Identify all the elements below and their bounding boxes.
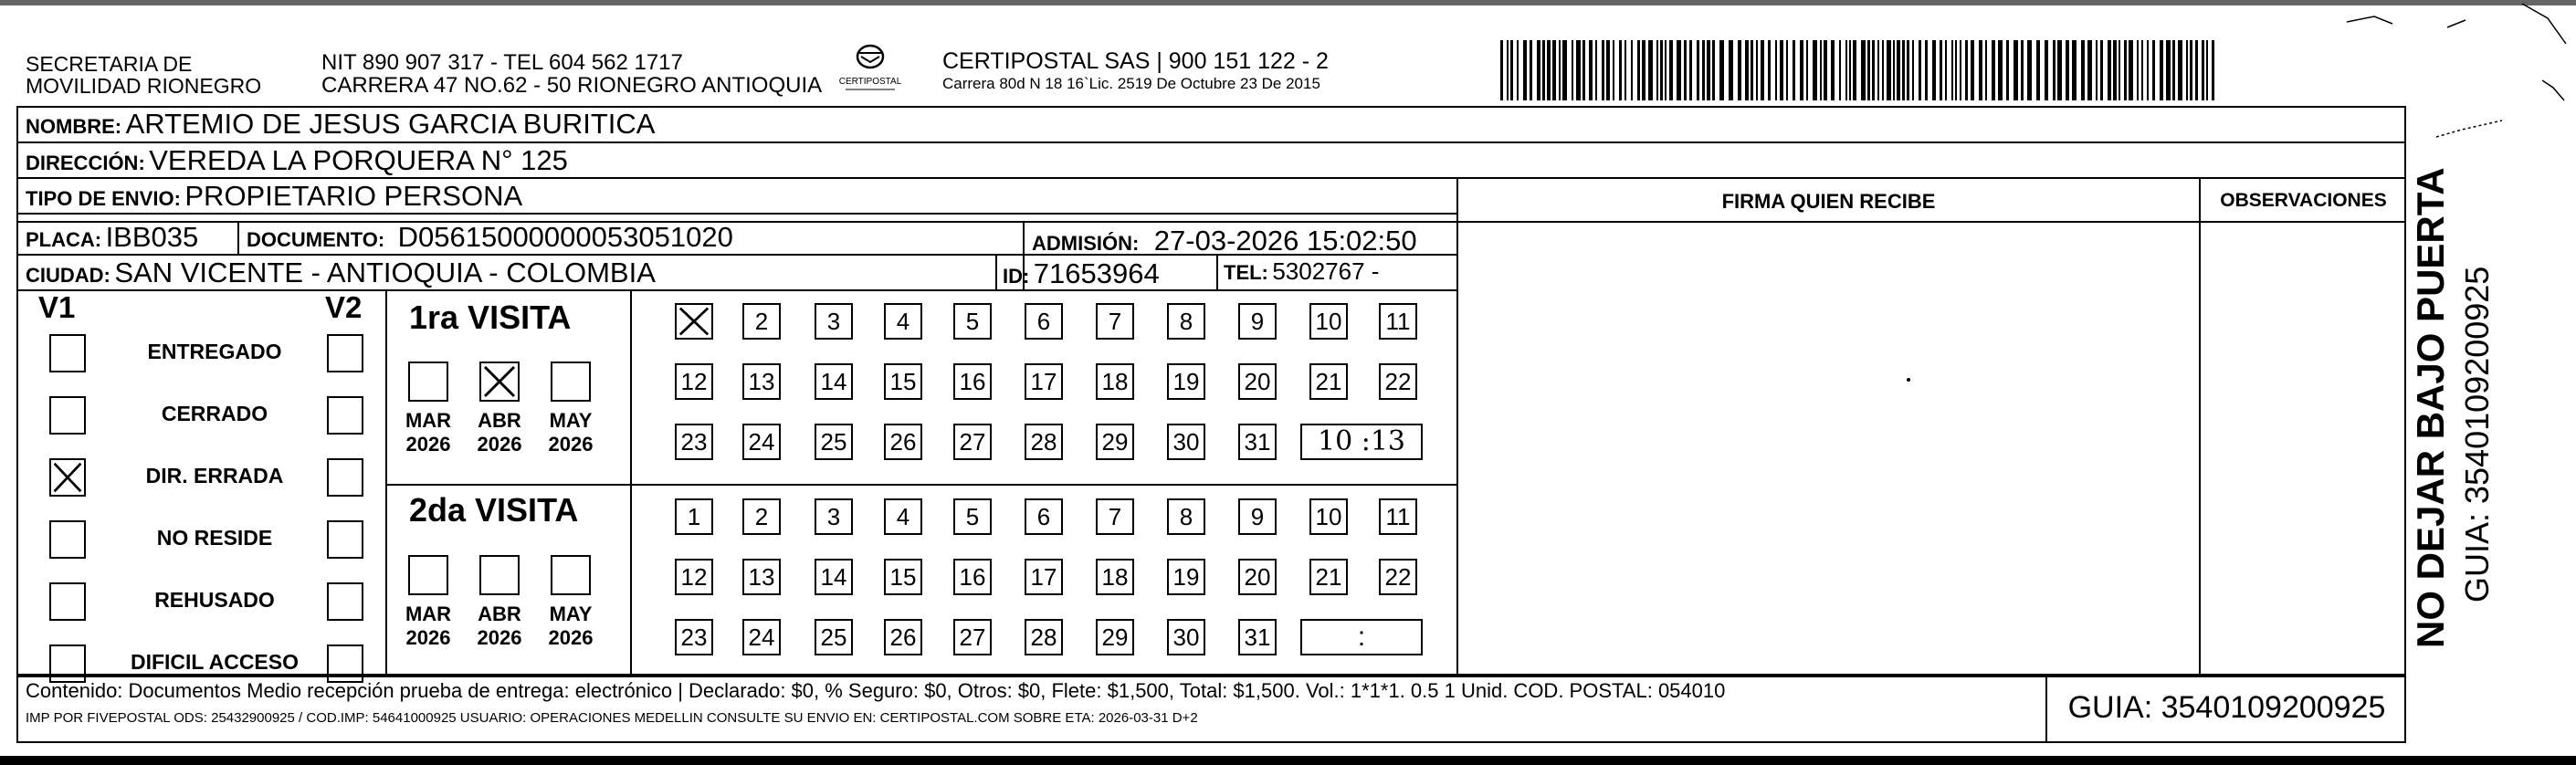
visit2-day-box[interactable]: 9 — [1238, 498, 1277, 535]
visit2-day-box[interactable]: 25 — [815, 619, 853, 655]
visit2-day-box[interactable]: 3 — [815, 498, 853, 535]
barcode-bar — [2160, 40, 2163, 100]
barcode-bar — [2021, 40, 2024, 100]
barcode-bar — [2206, 40, 2208, 100]
logo-text: CERTIPOSTAL — [838, 77, 902, 87]
barcode-bar — [1965, 40, 1968, 100]
barcode-bar — [1707, 40, 1710, 100]
barcode-bar — [2212, 40, 2214, 100]
barcode-bar — [1677, 40, 1681, 100]
visit1-day-box[interactable]: 4 — [884, 303, 922, 340]
visit1-day-box[interactable]: 30 — [1167, 424, 1205, 460]
barcode-bar — [1702, 40, 1705, 100]
barcode-bar — [1992, 40, 1995, 100]
id-cell — [1003, 257, 1160, 290]
barcode-bar — [1697, 40, 1699, 100]
barcode-bar — [1669, 40, 1673, 100]
status-label: REHUSADO — [154, 588, 275, 612]
barcode-bar — [1806, 40, 1808, 100]
carrier-line2: Carrera 80d N 18 16`Lic. 2519 De Octubre 23 De 2015 — [942, 75, 1320, 92]
barcode-bar — [1945, 40, 1947, 100]
barcode-bar — [2172, 40, 2175, 100]
barcode-bar — [1775, 40, 1777, 100]
visit1-day-box[interactable]: 22 — [1379, 363, 1417, 400]
visit1-day-box[interactable]: 14 — [815, 363, 853, 400]
barcode-bar — [2190, 40, 2192, 100]
v1-checkbox[interactable] — [49, 334, 86, 372]
barcode-bar — [2141, 40, 2143, 100]
barcode-bar — [1562, 40, 1567, 100]
barcode-bar — [2166, 40, 2171, 100]
visit2-day-box[interactable]: 28 — [1025, 619, 1063, 655]
barcode-bar — [1719, 40, 1724, 100]
admission-value: 27-03-2026 15:02:50 — [1153, 225, 1417, 257]
barcode-bar — [1839, 40, 1841, 100]
barcode-bar — [1853, 40, 1856, 100]
recipient-address-row — [26, 144, 568, 177]
visit1-day-box[interactable]: 12 — [675, 363, 713, 400]
barcode-bar — [2202, 40, 2204, 100]
barcode-bar — [1606, 40, 1610, 100]
visit2-month-label: ABR 2026 — [477, 603, 522, 649]
barcode-bar — [1919, 40, 1921, 100]
barcode-bar — [1971, 40, 1974, 100]
carrier-line1: CERTIPOSTAL SAS | 900 151 122 - 2 — [942, 48, 1329, 74]
barcode-bar — [2108, 40, 2111, 100]
visit1-day-box[interactable]: 29 — [1096, 424, 1134, 460]
v2-checkbox[interactable] — [327, 396, 363, 435]
nit-line: NIT 890 907 317 - TEL 604 562 1717 — [321, 50, 683, 75]
barcode-bar — [2027, 40, 2032, 100]
barcode-bar — [1925, 40, 1928, 100]
visit2-day-box[interactable]: 6 — [1025, 498, 1063, 535]
barcode-bar — [1932, 40, 1936, 100]
plate-value: IBB035 — [105, 221, 199, 253]
barcode-bar — [1530, 40, 1532, 100]
barcode-bar — [2053, 40, 2056, 100]
barcode-bar — [2129, 40, 2133, 100]
barcode-bar — [1897, 40, 1900, 100]
shipment-type-row — [26, 180, 522, 213]
visit2-day-box[interactable]: 24 — [742, 619, 781, 655]
v1-checkbox[interactable] — [49, 396, 86, 435]
visit2-day-box[interactable]: 4 — [884, 498, 922, 535]
visit2-day-box[interactable]: 29 — [1096, 619, 1134, 655]
document-label: DOCUMENTO: — [247, 228, 385, 251]
status-label: NO RESIDE — [156, 526, 273, 550]
barcode-bar — [2152, 40, 2155, 100]
visit2-month-checkbox[interactable] — [479, 555, 520, 595]
visit2-month-checkbox[interactable] — [408, 555, 448, 595]
barcode-bar — [1979, 40, 1982, 100]
visit1-day-box[interactable]: 9 — [1238, 303, 1277, 340]
tel-value: 5302767 - — [1272, 257, 1380, 285]
barcode-bar — [1595, 40, 1597, 100]
document-cell — [247, 221, 733, 254]
visit2-day-box[interactable]: 11 — [1379, 498, 1417, 535]
barcode-bar — [1660, 40, 1663, 100]
barcode-bar — [1500, 40, 1503, 100]
barcode-bar — [1656, 40, 1658, 100]
barcode-bar — [2087, 40, 2092, 100]
barcode-bar — [2178, 40, 2182, 100]
barcode-bar — [2081, 40, 2085, 100]
barcode-bar — [1576, 40, 1581, 100]
v2-checkbox[interactable] — [327, 458, 363, 497]
signature-dot — [1907, 378, 1910, 382]
document-value: D05615000000053051020 — [397, 221, 733, 253]
barcode-bar — [1877, 40, 1879, 100]
visit1-day-box[interactable]: 26 — [884, 424, 922, 460]
visit1-month-label: MAR 2026 — [405, 409, 452, 456]
visit2-day-box[interactable]: 31 — [1238, 619, 1277, 655]
barcode — [1500, 40, 2222, 100]
barcode-bar — [1712, 40, 1715, 100]
visit1-day-box[interactable]: 21 — [1309, 363, 1348, 400]
footer-content-line: Contenido: Documentos Medio recepción prueba de entrega: electrónico | Declarado: $0, % Seguro: $0, Otros: $0, Flete: $1,500, Total: $1,500. Vol.: 1*1*1. 0.5 1 Unid. COD. POSTAL: 054010 — [26, 679, 1726, 702]
barcode-bar — [1872, 40, 1875, 100]
barcode-bar — [1882, 40, 1884, 100]
barcode-bar — [1547, 40, 1551, 100]
visit2-day-box[interactable]: 19 — [1167, 559, 1205, 595]
v1-checkbox[interactable] — [49, 582, 86, 621]
visit2-day-box[interactable]: 17 — [1025, 559, 1063, 595]
visit1-day-box[interactable]: 23 — [675, 424, 713, 460]
barcode-bar — [1542, 40, 1545, 100]
sender-line1: SECRETARIA DE — [26, 52, 193, 76]
visit1-day-box[interactable]: 31 — [1238, 424, 1277, 460]
barcode-bar — [1780, 40, 1783, 100]
visit1-title: 1ra VISITA — [409, 299, 572, 336]
barcode-bar — [1940, 40, 1942, 100]
sender-block — [26, 53, 261, 97]
visit1-time-box[interactable]: 10 :13 — [1300, 424, 1423, 460]
visit2-title: 2da VISITA — [409, 491, 579, 529]
side-guia: GUIA: 3540109200925 — [2458, 266, 2496, 603]
barcode-bar — [2186, 40, 2188, 100]
barcode-bar — [1912, 40, 1914, 100]
status-label: DIFICIL ACCESO — [130, 650, 299, 674]
visit1-day-box[interactable]: 13 — [742, 363, 781, 400]
barcode-bar — [1998, 40, 2003, 100]
v2-label: V2 — [325, 290, 363, 324]
footer-guia: GUIA: 3540109200925 — [2067, 690, 2386, 725]
visit1-day-box[interactable]: 10 — [1309, 303, 1348, 340]
barcode-bar — [1861, 40, 1866, 100]
barcode-bar — [1517, 40, 1519, 100]
visit2-day-box[interactable]: 18 — [1096, 559, 1134, 595]
barcode-bar — [1559, 40, 1561, 100]
visit2-day-box[interactable]: 10 — [1309, 498, 1348, 535]
visit1-month-checkbox[interactable] — [551, 362, 591, 402]
barcode-bar — [2096, 40, 2098, 100]
logo-icon — [838, 40, 902, 97]
barcode-bar — [1793, 40, 1795, 100]
status-label: ENTREGADO — [147, 340, 282, 363]
visit2-day-box[interactable]: 1 — [675, 498, 713, 535]
visit1-day-box[interactable]: 17 — [1025, 363, 1063, 400]
visit1-day-box[interactable]: 7 — [1096, 303, 1134, 340]
barcode-bar — [1738, 40, 1741, 100]
status-label: CERRADO — [161, 402, 268, 425]
barcode-bar — [1619, 40, 1622, 100]
barcode-bar — [2124, 40, 2127, 100]
barcode-bar — [1902, 40, 1905, 100]
x-mark-icon — [481, 363, 518, 400]
barcode-bar — [2195, 40, 2198, 100]
plate-label: PLACA: — [26, 228, 102, 251]
visit2-day-box[interactable]: 13 — [742, 559, 781, 595]
x-mark-icon — [677, 305, 711, 338]
barcode-bar — [1613, 40, 1614, 100]
city-value: SAN VICENTE - ANTIOQUIA - COLOMBIA — [114, 257, 656, 288]
visit2-day-box[interactable]: 14 — [815, 559, 853, 595]
barcode-bar — [2006, 40, 2009, 100]
barcode-bar — [2066, 40, 2069, 100]
barcode-bar — [1552, 40, 1556, 100]
barcode-bar — [2045, 40, 2048, 100]
visit1-day-box[interactable]: 8 — [1167, 303, 1205, 340]
visit2-month-checkbox[interactable] — [551, 555, 591, 595]
barcode-bar — [1751, 40, 1753, 100]
type-label: TIPO DE ENVIO: — [26, 187, 181, 210]
shipment-type: PROPIETARIO PERSONA — [184, 180, 523, 212]
city-cell — [26, 257, 656, 289]
barcode-bar — [1824, 40, 1827, 100]
tel-cell — [1224, 257, 1379, 286]
visit2-day-box[interactable]: 16 — [953, 559, 992, 595]
barcode-bar — [1572, 40, 1573, 100]
barcode-bar — [2036, 40, 2040, 100]
recipient-address: VEREDA LA PORQUERA N° 125 — [149, 144, 568, 176]
certipostal-logo — [838, 40, 902, 97]
barcode-bar — [1523, 40, 1527, 100]
visit2-day-box[interactable]: 26 — [884, 619, 922, 655]
plate-cell — [26, 221, 198, 254]
visit2-day-box[interactable]: 27 — [953, 619, 992, 655]
barcode-bar — [1684, 40, 1687, 100]
barcode-bar — [2119, 40, 2120, 100]
id-label: ID: — [1003, 265, 1030, 288]
visit2-day-box[interactable]: 30 — [1167, 619, 1205, 655]
barcode-bar — [1985, 40, 1987, 100]
barcode-bar — [1624, 40, 1626, 100]
v1-checkbox[interactable] — [49, 458, 86, 497]
barcode-bar — [1510, 40, 1513, 100]
carrier-block — [942, 49, 1329, 94]
barcode-bar — [2057, 40, 2062, 100]
visit1-day-box[interactable] — [675, 303, 713, 340]
barcode-bar — [1642, 40, 1645, 100]
visit1-day-box[interactable]: 27 — [953, 424, 992, 460]
barcode-bar — [1955, 40, 1957, 100]
barcode-bar — [1813, 40, 1817, 100]
visit1-month-label: MAY 2026 — [548, 409, 594, 456]
v2-checkbox[interactable] — [327, 520, 363, 559]
barcode-bar — [1867, 40, 1870, 100]
visit1-month-checkbox[interactable] — [408, 362, 448, 402]
visit1-day-box[interactable]: 25 — [815, 424, 853, 460]
barcode-bar — [1820, 40, 1822, 100]
visit1-day-box[interactable]: 16 — [953, 363, 992, 400]
barcode-bar — [1729, 40, 1733, 100]
barcode-bar — [2072, 40, 2077, 100]
barcode-bar — [1582, 40, 1585, 100]
sender-line2: MOVILIDAD RIONEGRO — [26, 74, 262, 98]
visit2-day-box[interactable]: 22 — [1379, 559, 1417, 595]
barcode-bar — [1637, 40, 1640, 100]
barcode-bar — [1689, 40, 1692, 100]
visit1-month-checkbox[interactable] — [479, 362, 520, 402]
barcode-bar — [1665, 40, 1667, 100]
visit1-day-box[interactable]: 5 — [953, 303, 992, 340]
recipient-name-row — [26, 108, 655, 141]
v1-checkbox[interactable] — [49, 644, 86, 683]
tel-label: TEL: — [1224, 261, 1268, 284]
barcode-bar — [1756, 40, 1758, 100]
id-value: 71653964 — [1033, 257, 1160, 289]
visit1-day-box[interactable]: 28 — [1025, 424, 1063, 460]
barcode-bar — [1831, 40, 1835, 100]
visit1-day-box[interactable]: 15 — [884, 363, 922, 400]
barcode-bar — [1786, 40, 1788, 100]
visit1-day-box[interactable]: 19 — [1167, 363, 1205, 400]
barcode-bar — [1907, 40, 1909, 100]
barcode-bar — [1631, 40, 1633, 100]
visit2-month-label: MAY 2026 — [548, 603, 594, 649]
barcode-bar — [1648, 40, 1653, 100]
barcode-bar — [2013, 40, 2018, 100]
sender-info — [321, 51, 822, 97]
barcode-bar — [1893, 40, 1895, 100]
admission-cell — [1032, 225, 1417, 257]
barcode-bar — [1849, 40, 1851, 100]
visit2-day-box[interactable]: 23 — [675, 619, 713, 655]
city-label: CIUDAD: — [26, 264, 110, 287]
v2-checkbox[interactable] — [327, 334, 363, 372]
visit2-day-box[interactable]: 15 — [884, 559, 922, 595]
visit1-day-box[interactable]: 24 — [742, 424, 781, 460]
barcode-bar — [2113, 40, 2117, 100]
visit1-month-label: ABR 2026 — [477, 409, 522, 456]
visit2-day-box[interactable]: 12 — [675, 559, 713, 595]
barcode-bar — [1589, 40, 1593, 100]
barcode-bar — [2147, 40, 2149, 100]
visit2-day-box[interactable]: 5 — [953, 498, 992, 535]
visit2-day-box[interactable]: 20 — [1238, 559, 1277, 595]
barcode-bar — [1745, 40, 1749, 100]
admission-label: ADMISIÓN: — [1032, 232, 1140, 255]
x-mark-icon — [51, 460, 84, 495]
visit1-day-box[interactable]: 6 — [1025, 303, 1063, 340]
recipient-name: ARTEMIO DE JESUS GARCIA BURITICA — [125, 108, 656, 140]
visit2-day-box[interactable]: 7 — [1096, 498, 1134, 535]
visit1-day-box[interactable]: 18 — [1096, 363, 1134, 400]
visit1-day-box[interactable]: 11 — [1379, 303, 1417, 340]
barcode-bar — [1800, 40, 1803, 100]
visit2-day-box[interactable]: 2 — [742, 498, 781, 535]
barcode-bar — [1602, 40, 1604, 100]
address-line: CARRERA 47 NO.62 - 50 RIONEGRO ANTIOQUIA — [321, 73, 823, 98]
barcode-bar — [1761, 40, 1764, 100]
visit2-time-box[interactable]: : — [1300, 619, 1423, 655]
visit1-day-box[interactable]: 20 — [1238, 363, 1277, 400]
v1-checkbox[interactable] — [49, 520, 86, 559]
visit1-day-box[interactable]: 3 — [815, 303, 853, 340]
status-label: DIR. ERRADA — [145, 464, 284, 487]
visit2-day-box[interactable]: 8 — [1167, 498, 1205, 535]
barcode-bar — [2137, 40, 2139, 100]
address-label: DIRECCIÓN: — [26, 152, 145, 174]
no-dejar-warning: NO DEJAR BAJO PUERTA — [2409, 167, 2452, 648]
barcode-bar — [1887, 40, 1891, 100]
name-label: NOMBRE: — [26, 115, 122, 138]
visit2-month-label: MAR 2026 — [405, 603, 452, 649]
barcode-bar — [1768, 40, 1771, 100]
v2-checkbox[interactable] — [327, 644, 363, 683]
signature-header: FIRMA QUIEN RECIBE — [1721, 190, 1936, 213]
footer-imp-line: IMP POR FIVEPOSTAL ODS: 25432900925 / COD.IMP: 54641000925 USUARIO: OPERACIONES MEDELLIN CONSULTE SU ENVIO EN: CERTIPOSTAL.COM SOBRE ETA: 2026-03-31 D+2 — [26, 710, 1198, 726]
barcode-bar — [2100, 40, 2103, 100]
v1-label: V1 — [38, 290, 76, 324]
v2-checkbox[interactable] — [327, 582, 363, 621]
visit1-day-box[interactable]: 2 — [742, 303, 781, 340]
barcode-bar — [1845, 40, 1847, 100]
observations-header: OBSERVACIONES — [2220, 190, 2387, 211]
barcode-bar — [1960, 40, 1961, 100]
barcode-image — [1500, 40, 2222, 100]
barcode-bar — [1951, 40, 1953, 100]
visit2-day-box[interactable]: 21 — [1309, 559, 1348, 595]
barcode-bar — [1537, 40, 1540, 100]
barcode-bar — [1507, 40, 1509, 100]
